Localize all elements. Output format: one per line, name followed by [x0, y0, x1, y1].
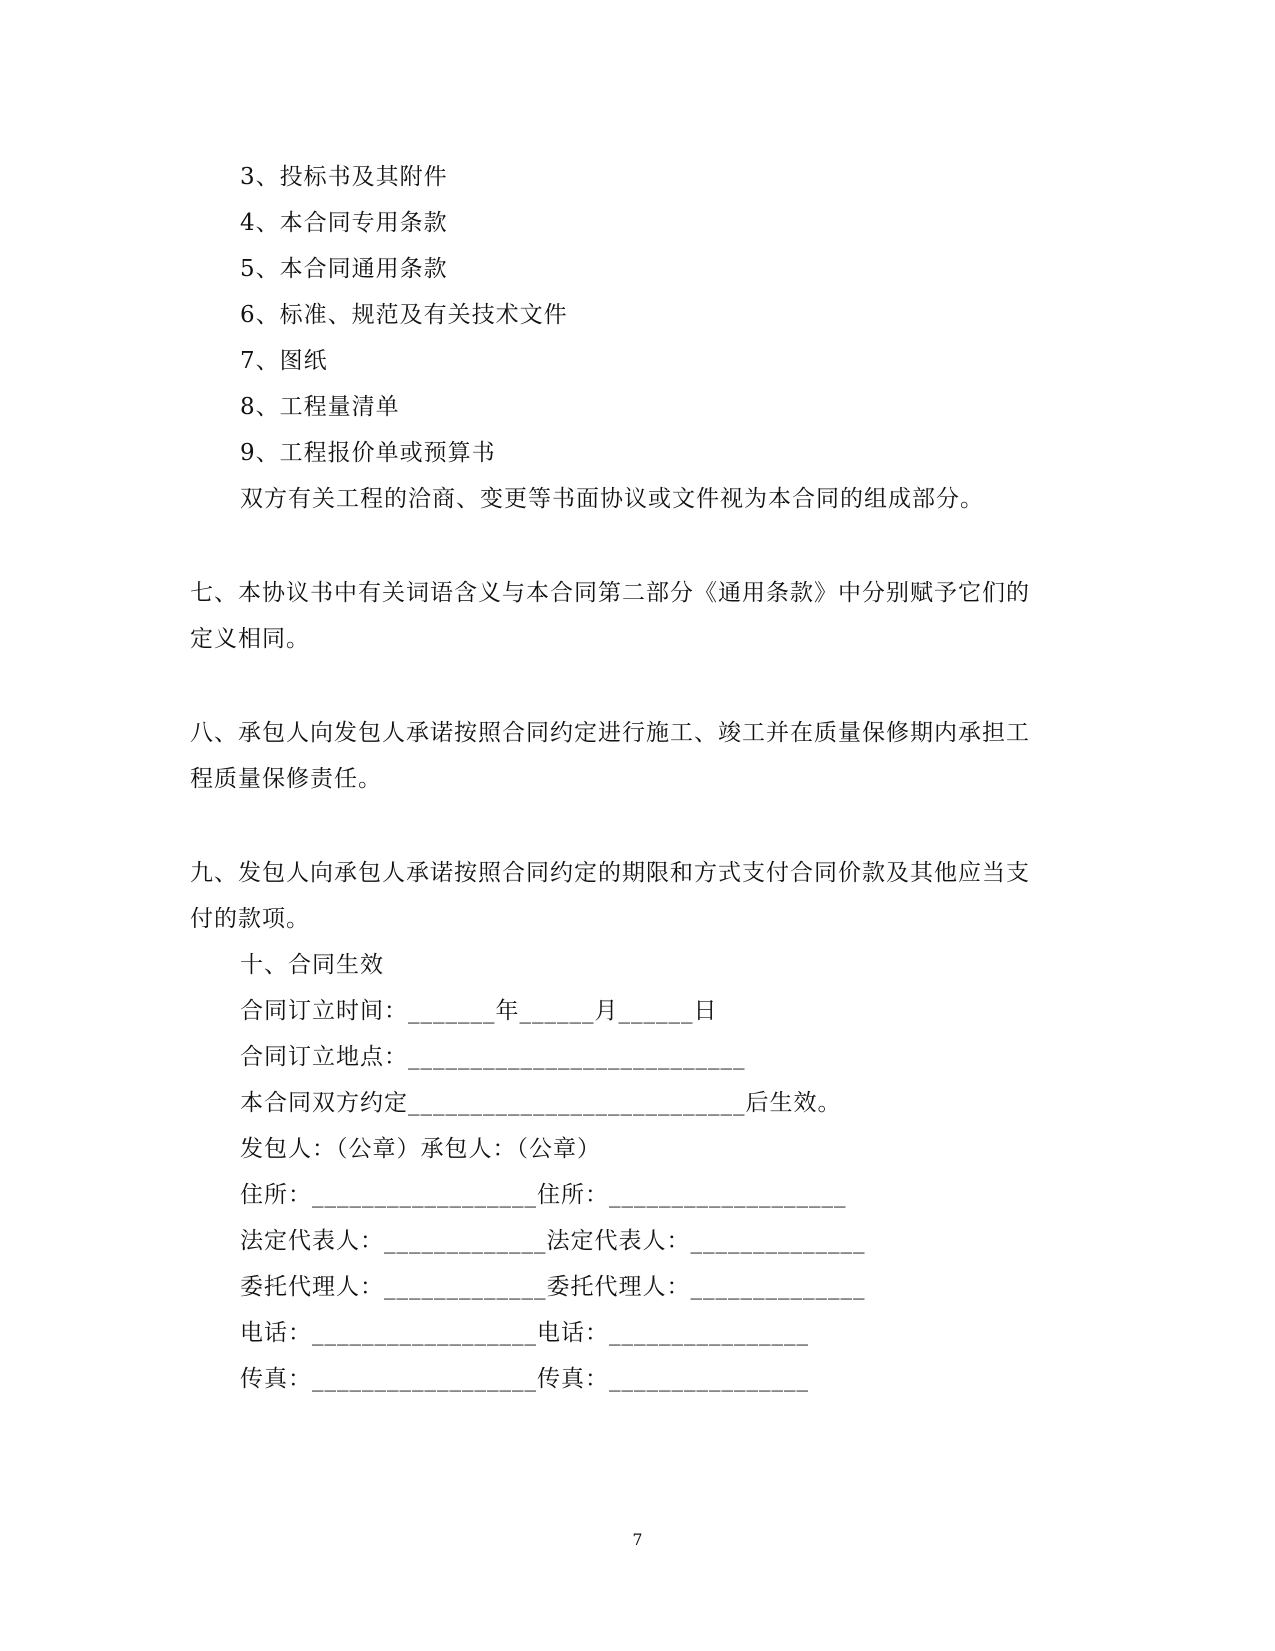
clause-7-line-1: 七、本协议书中有关词语含义与本合同第二部分《通用条款》中分别赋予它们的 — [190, 580, 1030, 606]
list-item: 9、工程报价单或预算书 — [240, 440, 496, 466]
clause-9-line-1: 九、发包人向承包人承诺按照合同约定的期限和方式支付合同价款及其他应当支 — [190, 860, 1030, 886]
list-item: 8、工程量清单 — [240, 394, 400, 420]
list-item: 4、本合同专用条款 — [240, 210, 448, 236]
list-item: 3、投标书及其附件 — [240, 164, 448, 190]
phone-line: 电话：__________________电话：________________ — [240, 1320, 809, 1346]
clause-9-line-2: 付的款项。 — [190, 906, 310, 932]
clause-8-line-2: 程质量保修责任。 — [190, 766, 382, 792]
page-number: 7 — [632, 1530, 643, 1549]
fax-line: 传真：__________________传真：________________ — [240, 1366, 809, 1392]
list-item: 5、本合同通用条款 — [240, 256, 448, 282]
effective-condition-line: 本合同双方约定___________________________后生效。 — [240, 1090, 842, 1116]
list-item: 7、图纸 — [240, 348, 328, 374]
clause-10-heading: 十、合同生效 — [240, 952, 384, 978]
list-note: 双方有关工程的洽商、变更等书面协议或文件视为本合同的组成部分。 — [240, 486, 984, 512]
authorized-agent-line: 委托代理人：_____________委托代理人：______________ — [240, 1274, 866, 1300]
clause-7-line-2: 定义相同。 — [190, 626, 310, 652]
legal-representative-line: 法定代表人：_____________法定代表人：______________ — [240, 1228, 866, 1254]
clause-8-line-1: 八、承包人向发包人承诺按照合同约定进行施工、竣工并在质量保修期内承担工 — [190, 720, 1030, 746]
parties-seal-line: 发包人：（公章）承包人：（公章） — [240, 1136, 601, 1162]
contract-date-line: 合同订立时间：_______年______月______日 — [240, 998, 718, 1024]
list-item: 6、标准、规范及有关技术文件 — [240, 302, 568, 328]
address-line: 住所：__________________住所：___________________ — [240, 1182, 847, 1208]
contract-place-line: 合同订立地点：___________________________ — [240, 1044, 746, 1070]
